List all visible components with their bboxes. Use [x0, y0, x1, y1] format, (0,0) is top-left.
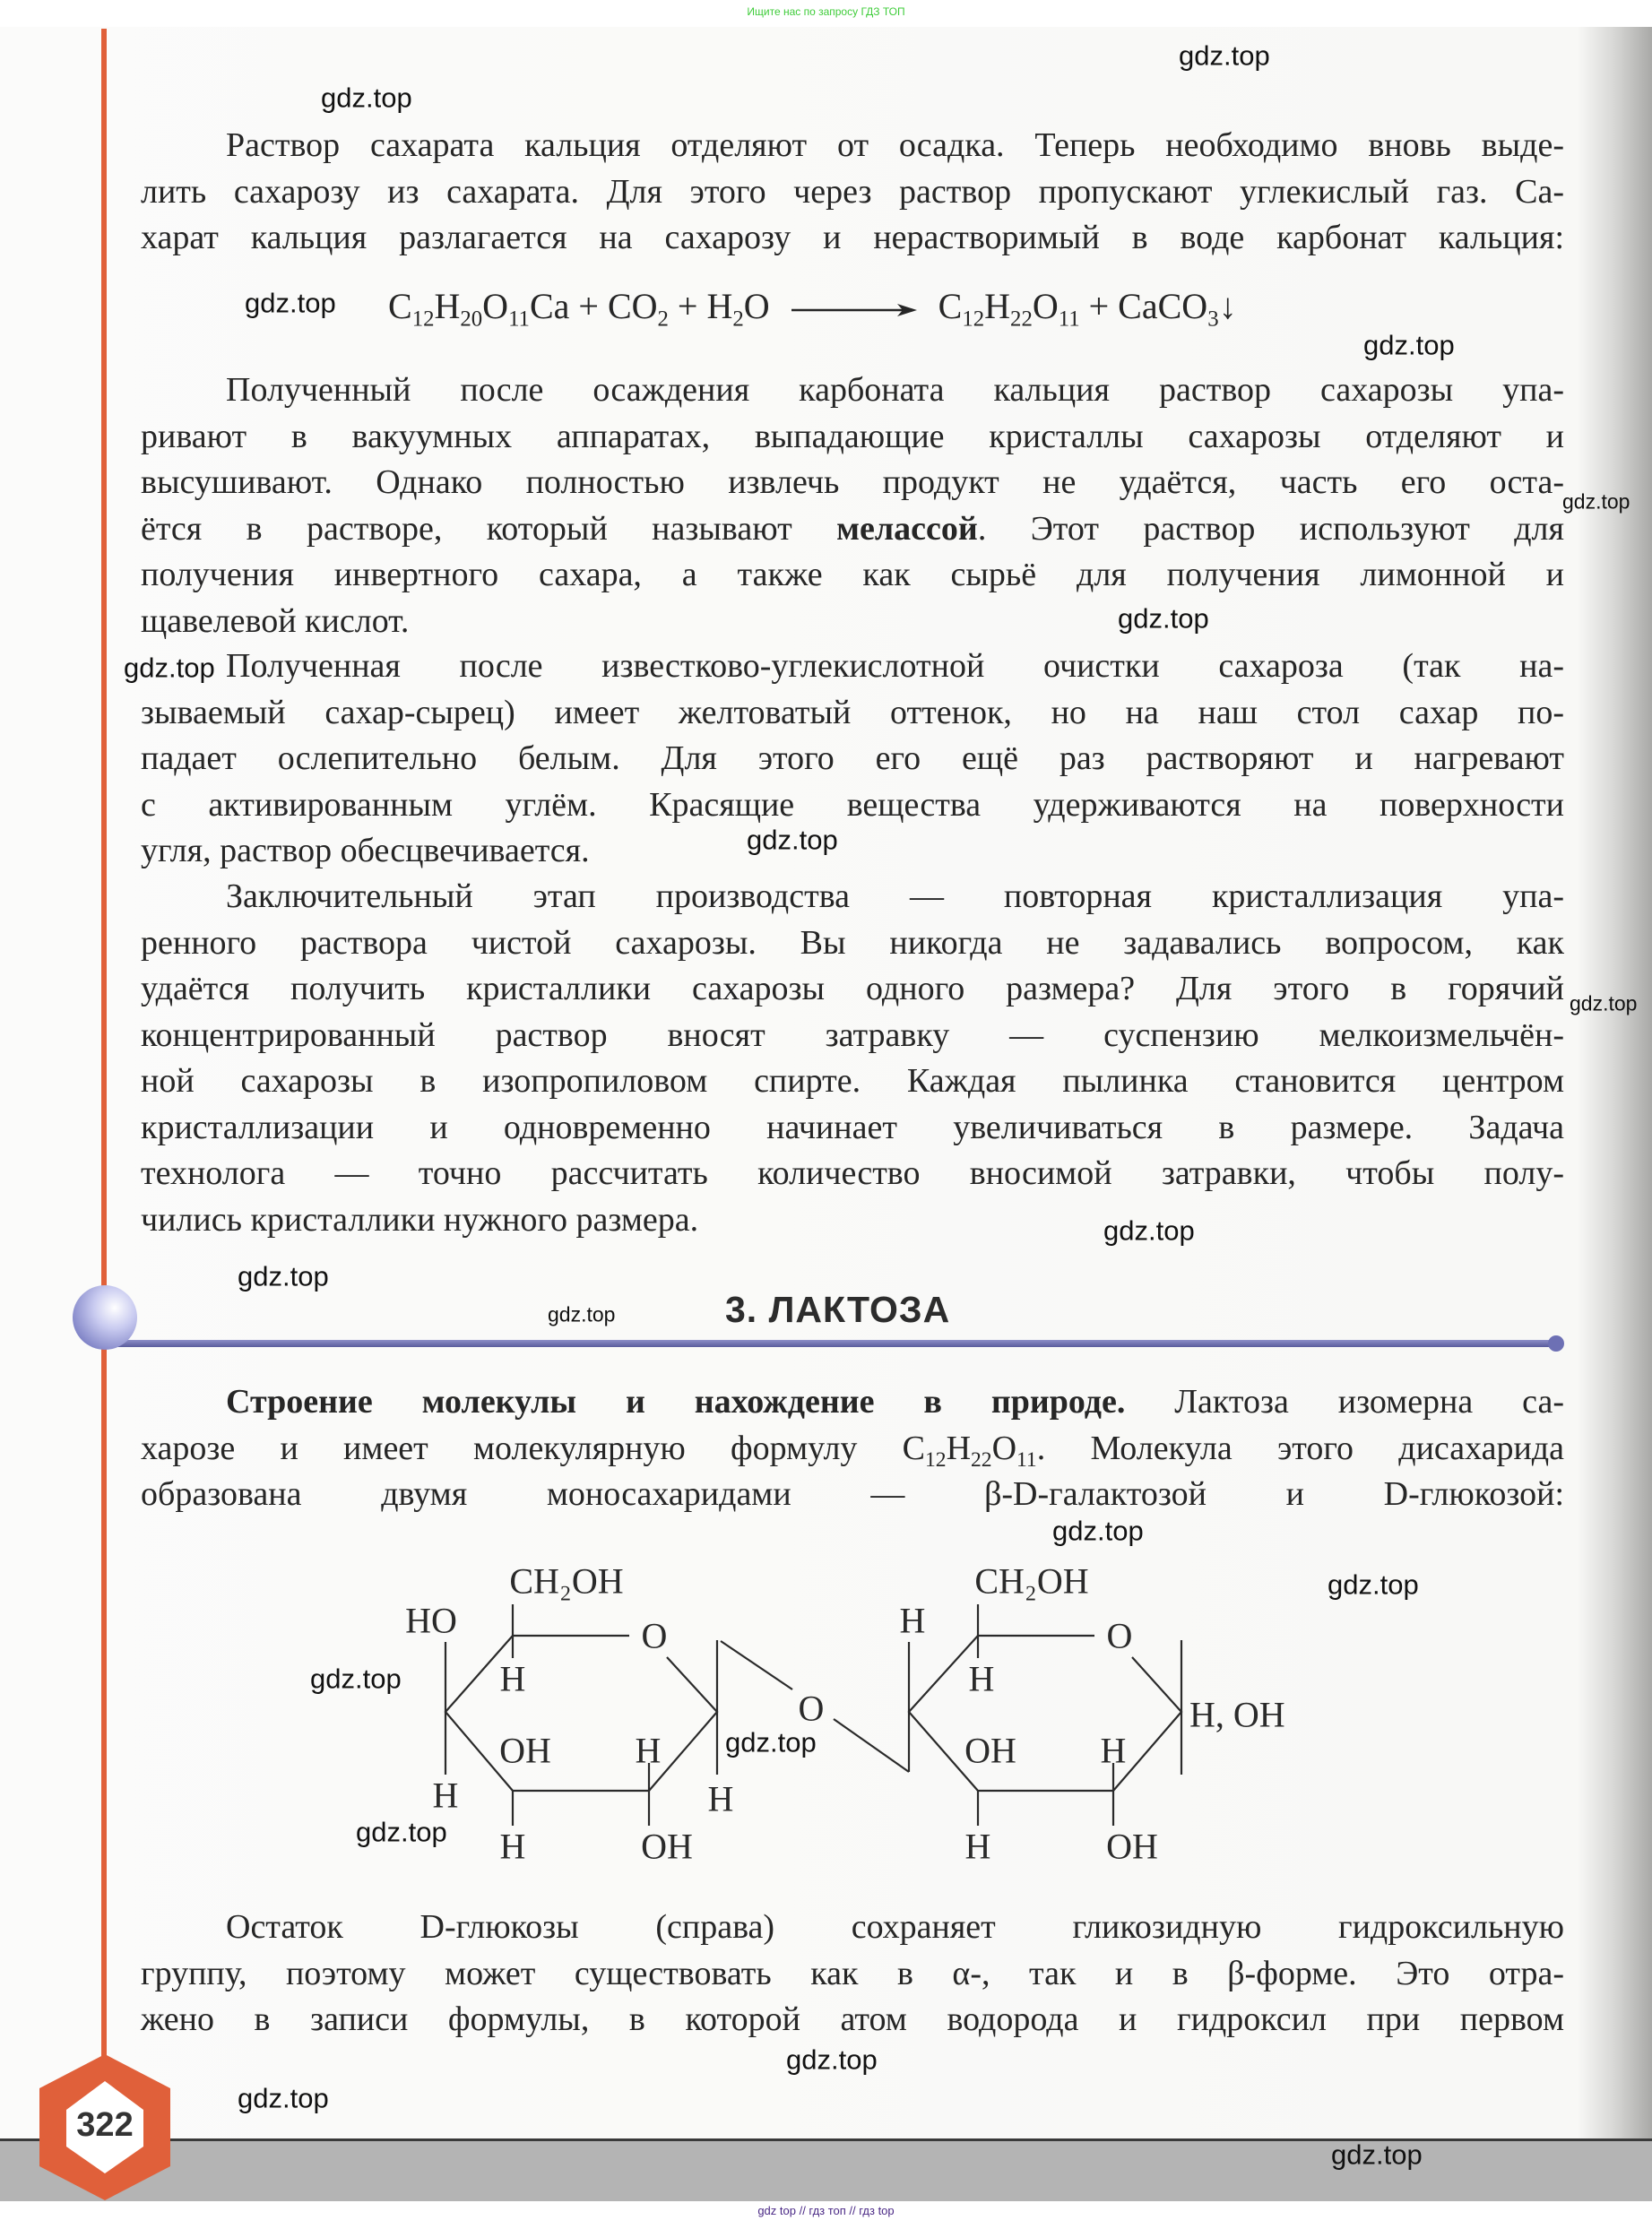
text-line — [141, 1197, 1564, 1247]
equation-reactants — [388, 286, 770, 332]
atom-label: OH — [1106, 1826, 1158, 1867]
text-line — [141, 1013, 1564, 1059]
atom-label: H — [432, 1775, 459, 1816]
watermark-text: gdz.top — [321, 82, 412, 114]
text-run: с активированным углём. Красящие вещества удерживаются на поверхности — [141, 785, 1564, 824]
text-line — [141, 414, 1564, 461]
text-run: ривают в вакуумных аппаратах, выпадающие кристаллы сахарозы отделяют и — [141, 417, 1564, 455]
section-divider-end — [1548, 1335, 1564, 1352]
text-run: харат кальция разлагается на сахарозу и нерастворимый в воде карбонат кальция: — [141, 219, 1564, 256]
watermark-text: gdz.top — [245, 287, 336, 319]
atom-label: OH — [641, 1826, 693, 1867]
subscript: 2 — [657, 307, 669, 332]
text-run: падает ослепительно белым. Для этого его ещё раз растворяют и нагревают — [141, 739, 1564, 777]
top-banner: Ищите нас по запросу ГДЗ ТОП — [747, 5, 905, 18]
text-line — [141, 123, 1564, 169]
atom-label: H — [1100, 1730, 1127, 1771]
text-run: образована двумя моносахаридами — β-D-галактозой и D-глюкозой: — [141, 1475, 1564, 1513]
paragraph — [141, 644, 1564, 875]
subscript: 12 — [962, 307, 985, 332]
subscript: 3 — [1207, 307, 1219, 332]
watermark-text: gdz.top — [1328, 1568, 1419, 1601]
text-line — [141, 782, 1564, 829]
atom-label: H — [707, 1778, 734, 1819]
subscript: 22 — [1010, 307, 1033, 332]
equation-products — [938, 286, 1237, 332]
text-run: . Этот раствор используют для — [977, 509, 1564, 548]
subscript: 22 — [971, 1447, 992, 1472]
reaction-equation — [388, 285, 1237, 332]
text-run: + H — [668, 286, 733, 326]
text-line — [141, 367, 1564, 414]
text-run: концентрированный раствор вносят затравку — суспензию мелкоизмельчён- — [141, 1015, 1564, 1054]
text-line — [141, 1997, 1564, 2043]
watermark-text: gdz.top — [786, 2043, 878, 2076]
text-run: зываемый сахар-сырец) имеет желтоватый оттенок, но на наш стол сахар по- — [141, 693, 1564, 731]
paragraph — [141, 367, 1564, 644]
text-run: Ca + CO — [529, 286, 658, 326]
text-run: технолога — точно рассчитать количество вносимой затравки, чтобы полу- — [141, 1154, 1564, 1192]
text-run: удаётся получить кристаллики сахарозы одного размера? Для этого в горячий — [141, 970, 1564, 1007]
text-line — [141, 1426, 1564, 1473]
atom-label: O — [1106, 1615, 1133, 1656]
atom-label: CH₂OH — [509, 1560, 624, 1602]
watermark-text: gdz.top — [310, 1663, 402, 1695]
watermark-text: gdz.top — [1052, 1515, 1144, 1547]
text-run: + CaCO — [1079, 286, 1208, 326]
atom-label: H — [499, 1658, 526, 1699]
watermark-text: gdz.top — [1562, 489, 1630, 514]
text-run: H — [434, 286, 461, 326]
text-line — [141, 1905, 1564, 1951]
text-line — [141, 1105, 1564, 1152]
text-line — [141, 215, 1564, 262]
text-line — [141, 966, 1564, 1013]
text-run: угля, раствор обесцвечивается. — [141, 832, 590, 869]
text-run: H — [946, 1429, 972, 1467]
margin-rule — [101, 29, 107, 2063]
text-line — [141, 169, 1564, 216]
atom-label: H — [964, 1826, 991, 1867]
atom-label: H — [899, 1600, 926, 1641]
text-run: жено в записи формулы, в которой атом водорода и гидроксил при первом — [141, 2000, 1564, 2038]
text-run: C — [938, 286, 963, 326]
subscript: 12 — [411, 307, 435, 332]
text-run: O — [482, 286, 509, 326]
paragraph — [141, 1379, 1564, 1518]
text-line — [141, 552, 1564, 599]
text-run: C — [388, 286, 412, 326]
text-run: харозе и имеет молекулярную формулу C — [141, 1429, 926, 1467]
text-run: H — [984, 286, 1011, 326]
text-run: . Молекула этого дисахарида — [1036, 1429, 1565, 1467]
atom-label: OH — [499, 1730, 551, 1771]
subscript: 20 — [460, 307, 483, 332]
atom-label: H, OH — [1189, 1694, 1285, 1735]
watermark-text: gdz.top — [356, 1816, 447, 1848]
page-number: 322 — [76, 2106, 134, 2144]
text-line — [141, 874, 1564, 920]
watermark-text: gdz.top — [238, 1260, 329, 1292]
text-line — [141, 736, 1564, 782]
text-line — [141, 1379, 1564, 1426]
text-run: O — [1032, 286, 1059, 326]
subscript: 11 — [1016, 1447, 1037, 1472]
text-run: высушивают. Однако полностью извлечь продукт не удаётся, часть его оста- — [141, 463, 1564, 501]
text-line — [141, 1472, 1564, 1518]
watermark-text: gdz.top — [1331, 2138, 1423, 2171]
text-line — [141, 506, 1564, 553]
watermark-text: gdz.top — [548, 1302, 616, 1326]
watermark-text: gdz.top — [747, 824, 838, 856]
section-divider — [104, 1340, 1556, 1347]
atom-label: H — [635, 1730, 662, 1771]
text-run: Заключительный этап производства — повторная кристаллизация упа- — [226, 877, 1564, 915]
atom-label: O — [641, 1615, 668, 1656]
text-run: Полученная после известково-углекислотной очистки сахароза (так на- — [226, 647, 1564, 685]
text-run: чились кристаллики нужного размера. — [141, 1200, 699, 1239]
watermark-text: gdz.top — [1570, 991, 1638, 1015]
arrow-right-icon — [791, 301, 917, 319]
text-line — [141, 599, 1564, 645]
section-heading: 3. ЛАКТОЗА — [725, 1289, 951, 1330]
text-line — [141, 1151, 1564, 1197]
watermark-text: gdz.top — [1103, 1214, 1195, 1247]
atom-label: OH — [964, 1730, 1016, 1771]
text-run: Остаток D-глюкозы (справа) сохраняет гликозидную гидроксильную — [226, 1908, 1564, 1946]
text-line — [141, 644, 1564, 690]
subscript: 2 — [732, 307, 744, 332]
atom-label: H — [968, 1658, 995, 1699]
text-run: ётся в растворе, который называют — [141, 509, 837, 548]
subscript: 11 — [1058, 307, 1080, 332]
text-run: получения инвертного сахара, а также как сырьё для получения лимонной и — [141, 556, 1564, 593]
text-run: группу, поэтому может существовать как в α-, так и в β-форме. Это отра- — [141, 1954, 1564, 1992]
text-run: Лактоза изомерна са- — [1125, 1383, 1564, 1421]
paragraph — [141, 1905, 1564, 2043]
bold-text: мелассой — [836, 509, 978, 548]
atom-label: CH₂OH — [974, 1560, 1089, 1602]
text-run: ной сахарозы в изопропиловом спирте. Каждая пылинка становится центром — [141, 1062, 1564, 1100]
subscript: 12 — [925, 1447, 947, 1472]
bold-text: Строение молекулы и нахождение в природе. — [226, 1383, 1126, 1421]
atom-label: HO — [405, 1600, 457, 1641]
watermark-text: gdz.top — [725, 1726, 817, 1758]
text-run: ренного раствора чистой сахарозы. Вы никогда не задавались вопросом, как — [141, 923, 1564, 962]
section-ball-icon — [73, 1285, 137, 1350]
text-run: щавелевой кислот. — [141, 601, 410, 640]
atom-label: O — [798, 1688, 825, 1729]
text-line — [141, 1951, 1564, 1998]
watermark-text: gdz.top — [1363, 329, 1455, 361]
text-line — [141, 824, 1564, 875]
text-run: ↓ — [1218, 286, 1237, 326]
watermark-text: gdz.top — [124, 652, 215, 684]
text-line — [141, 920, 1564, 967]
footer-links: gdz top // гдз топ // гдз top — [757, 2204, 895, 2217]
text-run: Раствор сахарата кальция отделяют от осадка. Теперь необходимо вновь выде- — [226, 126, 1564, 164]
text-line — [141, 690, 1564, 737]
text-run: Полученный после осаждения карбоната кальция раствор сахарозы упа- — [226, 371, 1564, 409]
watermark-text: gdz.top — [1179, 39, 1270, 72]
text-run: кристаллизации и одновременно начинает увеличиваться в размере. Задача — [141, 1108, 1564, 1146]
text-line — [141, 460, 1564, 506]
subscript: 11 — [508, 307, 530, 332]
paragraph — [141, 123, 1564, 262]
watermark-text: gdz.top — [1118, 602, 1209, 635]
paragraph — [141, 874, 1564, 1247]
text-run: O — [743, 286, 770, 326]
watermark-text: gdz.top — [238, 2082, 329, 2114]
text-run: O — [991, 1429, 1017, 1467]
text-line — [141, 1058, 1564, 1105]
atom-label: H — [499, 1826, 526, 1867]
text-run: лить сахарозу из сахарата. Для этого через раствор пропускают углекислый газ. Са- — [141, 172, 1564, 211]
